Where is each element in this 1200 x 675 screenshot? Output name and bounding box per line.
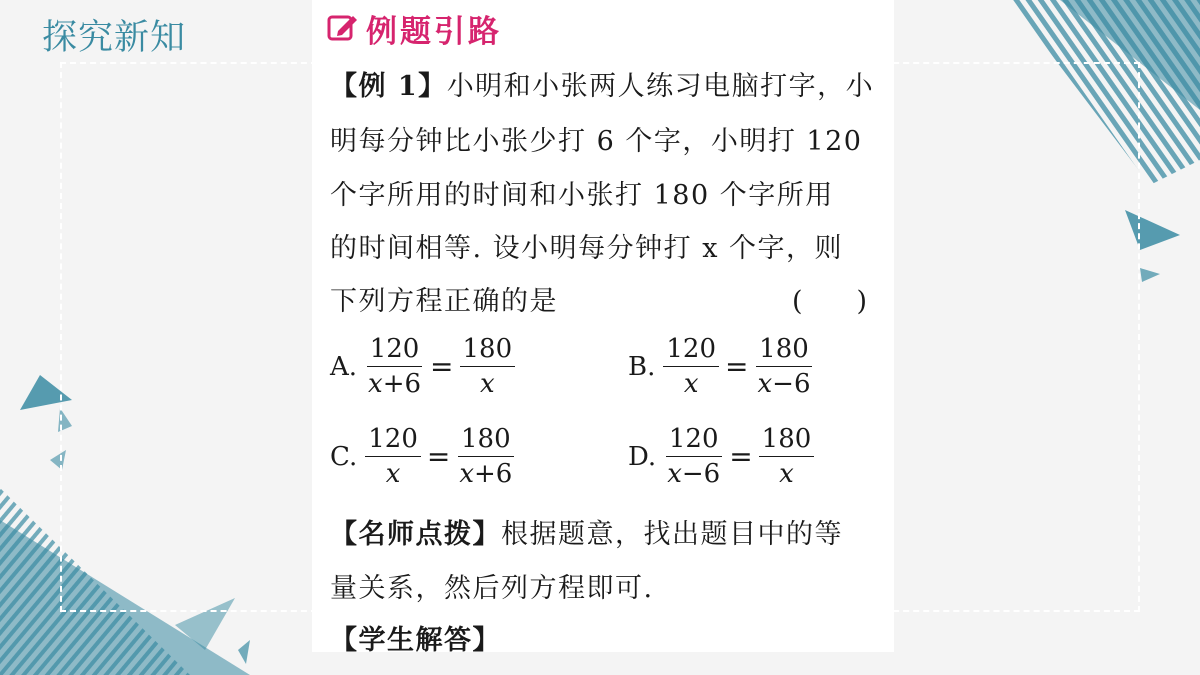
denominator [681,367,702,399]
denominator [754,367,813,399]
heading [326,6,502,50]
tip-text-1: 根据题意，找出题目中的等 [501,519,843,550]
den-rest: −6 [681,459,721,489]
variable: x [459,459,475,489]
option-label: B. [628,351,656,382]
heading-text: 例题引路 [366,13,502,50]
tip-line-2: 量关系，然后列方程即可. [330,573,654,604]
numerator: 120 [367,334,423,367]
student-answer-label: 【学生解答】 [330,625,501,656]
equals-sign: = [729,440,753,473]
numerator: 120 [663,334,719,367]
variable: x [779,459,794,489]
fraction [663,334,719,399]
section-title: 探究新知 [42,18,187,58]
den-rest: +6 [474,459,513,489]
equals-sign: = [725,350,749,383]
option-c[interactable] [330,424,517,489]
option-a[interactable] [330,334,517,399]
variable: x [683,369,699,399]
denominator [776,457,797,489]
option-d[interactable] [628,424,816,489]
example-line-4: 的时间相等. 设小明每分钟打 x 个字，则 [330,233,844,264]
fraction [759,424,815,489]
fraction [460,334,516,399]
numerator: 180 [460,334,516,367]
denominator [365,367,424,399]
equals-sign: = [426,440,451,473]
option-label: D. [628,441,657,472]
example-label: 【例 1】 [330,71,447,102]
example-line-3: 个字所用的时间和小张打 180 个字所用 [330,180,834,211]
variable: x [385,459,401,489]
edit-icon [326,12,358,44]
denominator [456,457,515,489]
variable: x [480,369,495,399]
den-rest: −6 [772,369,811,399]
fraction [456,424,515,489]
den-rest: +6 [382,369,422,399]
denominator [477,367,498,399]
variable: x [667,459,682,489]
fraction [365,424,421,489]
numerator: 180 [458,424,514,457]
fraction [664,424,723,489]
variable: x [757,369,773,399]
option-b[interactable] [628,334,815,399]
denominator [383,457,404,489]
fraction [754,334,813,399]
example-line-1 [330,64,874,103]
denominator [664,457,723,489]
option-label: C. [330,441,358,472]
numerator: 180 [759,424,815,457]
equals-sign: = [430,350,454,383]
numerator: 180 [756,334,812,367]
numerator: 120 [365,424,421,457]
tip-line-1 [330,512,843,551]
fraction [365,334,424,399]
example-text-1: 小明和小张两人练习电脑打字，小 [446,71,875,102]
example-line-5: 下列方程正确的是 [330,286,558,317]
example-line-2: 明每分钟比小张少打 6 个字，小明打 120 [330,126,863,157]
variable: x [368,369,383,399]
answer-paren[interactable]: ( ) [792,286,868,317]
tip-label: 【名师点拨】 [330,519,501,550]
numerator: 120 [666,424,722,457]
option-label: A. [330,351,358,382]
